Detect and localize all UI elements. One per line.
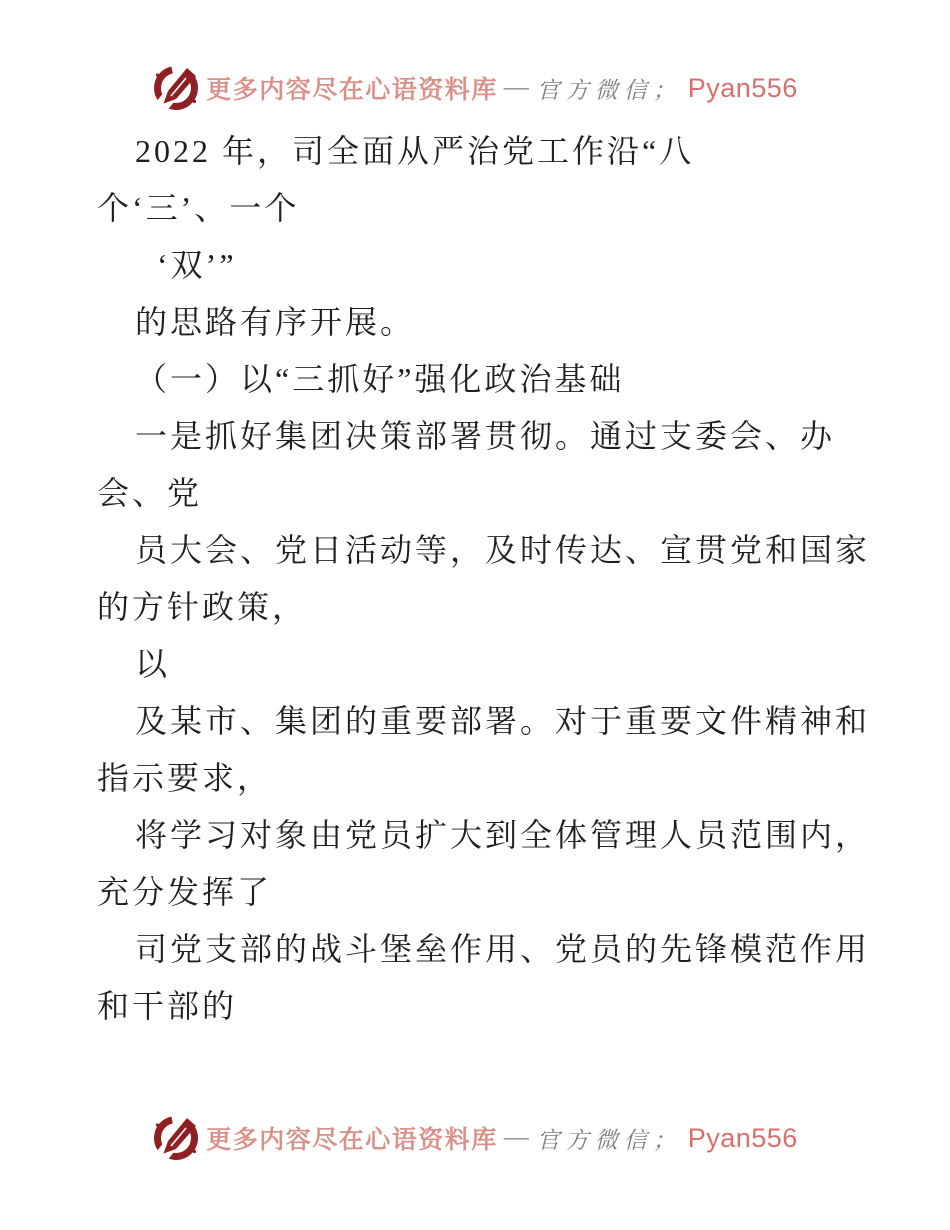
- pen-logo-icon: [152, 65, 200, 111]
- text-line: 个‘三’、一个: [97, 189, 300, 226]
- text-line: 的方针政策，: [97, 588, 308, 625]
- footer-watermark: [0, 1114, 950, 1162]
- text-line: ‘双’”: [157, 246, 237, 283]
- watermark-separator: —: [503, 74, 529, 101]
- watermark-separator: —: [503, 1124, 529, 1151]
- header-watermark: [0, 64, 950, 112]
- text-line: 一是抓好集团决策部署贯彻。通过支委会、办: [135, 417, 836, 454]
- text-line: 2022 年，司全面从严治党工作沿“八: [135, 132, 695, 169]
- watermark-wechat-account: Pyan556: [687, 1122, 798, 1153]
- text-line: 以: [135, 645, 171, 682]
- watermark-site-text: 更多内容尽在心语资料库: [206, 1127, 498, 1154]
- text-line: 指示要求，: [97, 759, 273, 796]
- watermark-wechat-label: 官方微信；: [536, 77, 682, 103]
- text-line: （一）以“三抓好”强化政治基础: [135, 360, 625, 397]
- watermark-wechat-account: Pyan556: [687, 72, 798, 103]
- text-line: 将学习对象由党员扩大到全体管理人员范围内，: [135, 816, 871, 853]
- text-line: 及某市、集团的重要部署。对于重要文件精神和: [135, 702, 871, 739]
- text-line: 的思路有序开展。: [135, 303, 416, 340]
- watermark-site-text: 更多内容尽在心语资料库: [206, 77, 498, 104]
- watermark-wechat-label: 官方微信；: [536, 1127, 682, 1153]
- text-line: 和干部的: [97, 987, 238, 1024]
- text-line: 员大会、党日活动等，及时传达、宣贯党和国家: [135, 531, 871, 568]
- pen-logo-icon: [152, 1115, 200, 1161]
- document-body: [97, 120, 887, 1032]
- text-line: 会、党: [97, 474, 203, 511]
- text-line: 司党支部的战斗堡垒作用、党员的先锋模范作用: [135, 930, 871, 967]
- text-line: 充分发挥了: [97, 873, 273, 910]
